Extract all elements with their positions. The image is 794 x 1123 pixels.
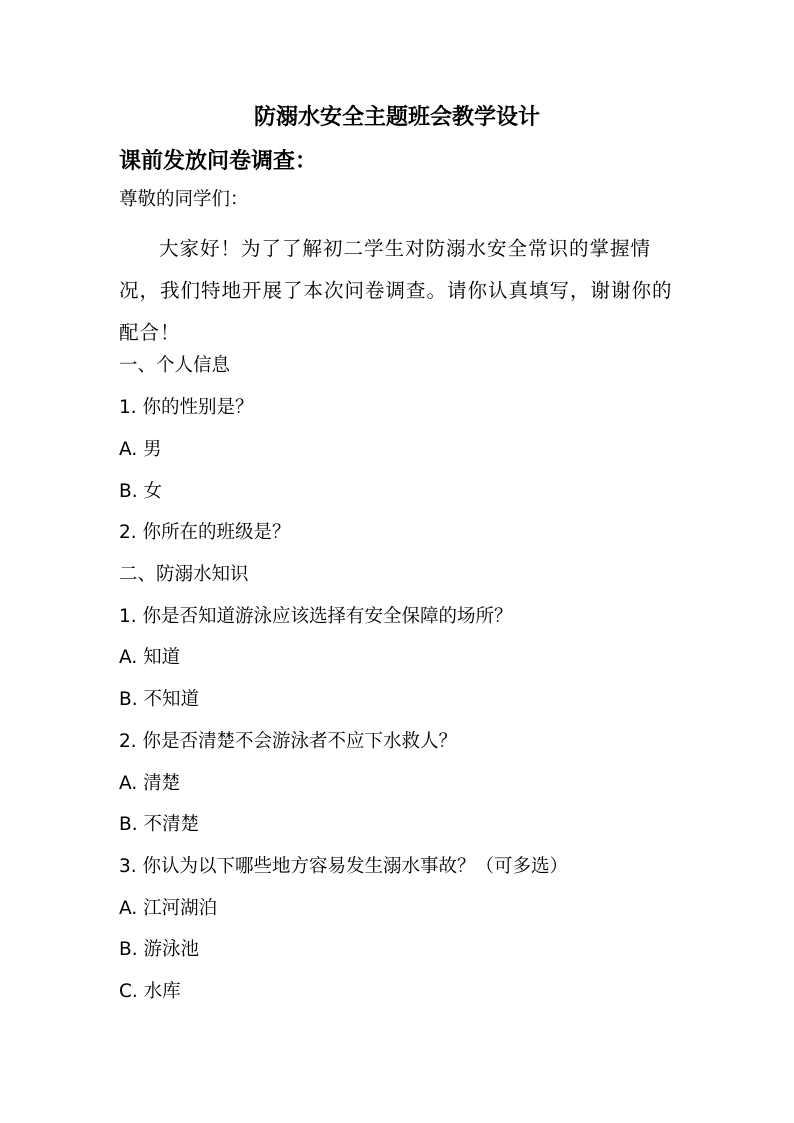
question-dangerous-places: 3. 你认为以下哪些地方容易发生溺水事故？（可多选）: [119, 856, 569, 877]
option-clear: A. 清楚: [119, 773, 181, 794]
option-dont-know: B. 不知道: [119, 689, 199, 710]
option-male: A. 男: [119, 439, 162, 460]
option-rivers-lakes: A. 江河湖泊: [119, 898, 218, 919]
option-female: B. 女: [119, 481, 162, 502]
intro-paragraph: 大家好！为了了解初二学生对防溺水安全常识的掌握情况，我们特地开展了本次问卷调查。请你认真填写，谢谢你的配合！: [119, 237, 673, 344]
option-reservoir: C. 水库: [119, 981, 181, 1002]
question-rescue: 2. 你是否清楚不会游泳者不应下水救人？: [119, 731, 458, 752]
greeting-text: 尊敬的同学们：: [119, 189, 249, 210]
section-heading-knowledge: 二、防溺水知识: [119, 564, 249, 585]
document-title: 防溺水安全主题班会教学设计: [253, 105, 540, 130]
option-swimming-pool: B. 游泳池: [119, 939, 199, 960]
question-class: 2. 你所在的班级是？: [119, 522, 291, 543]
question-gender: 1. 你的性别是？: [119, 397, 254, 418]
section-subtitle: 课前发放问卷调查：: [119, 149, 318, 174]
question-safe-place: 1. 你是否知道游泳应该选择有安全保障的场所？: [119, 606, 513, 627]
option-know: A. 知道: [119, 647, 181, 668]
option-unclear: B. 不清楚: [119, 814, 199, 835]
section-heading-personal-info: 一、个人信息: [119, 355, 231, 376]
